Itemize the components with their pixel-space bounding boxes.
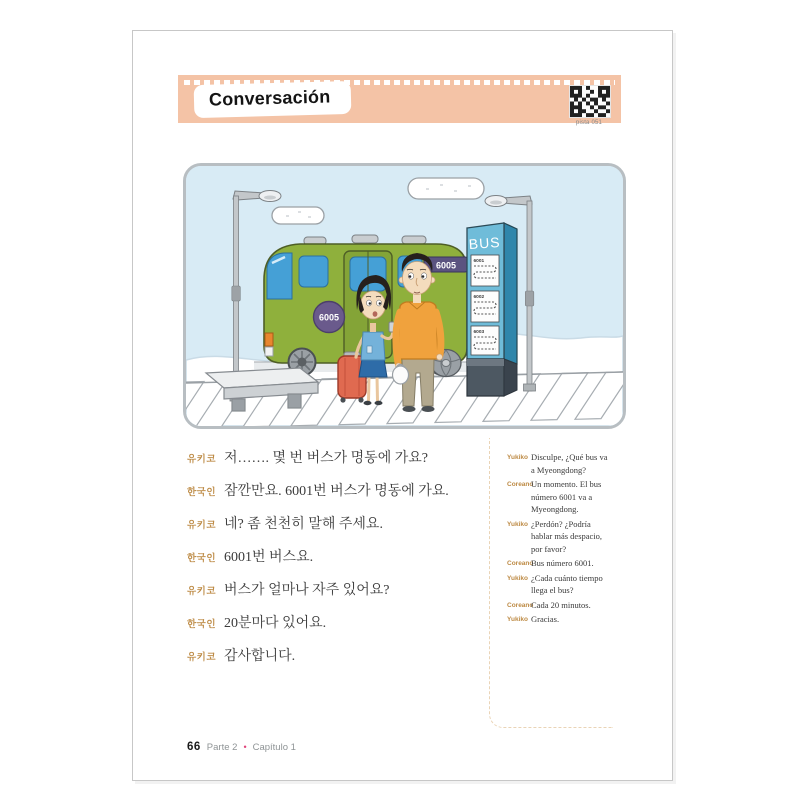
translation-text: Disculpe, ¿Qué bus va a Myeongdong? — [531, 452, 608, 475]
spanish-translation-box — [489, 438, 613, 728]
dialogue-row — [187, 645, 449, 665]
translation-row — [507, 557, 613, 570]
page-number: 66 — [187, 741, 201, 753]
bus-side-number: 6005 — [318, 312, 340, 323]
speaker-label: 한국인 — [187, 619, 217, 630]
speaker-label: 한국인 — [187, 553, 217, 564]
translation-row — [507, 572, 613, 597]
translation-text: ¿Perdón? ¿Podría hablar más despacio, por favor? — [531, 518, 603, 554]
speaker-label: Coreano — [507, 601, 534, 609]
section-banner — [178, 75, 621, 126]
dialogue-text: 20분마다 있어요. — [224, 616, 327, 631]
speaker-label: Yukiko — [507, 574, 528, 582]
bus-sign-title: BUS — [468, 233, 502, 253]
dialogue-row — [187, 612, 449, 632]
speaker-label: Yukiko — [507, 616, 528, 623]
dialogue-text: 버스가 얼마나 자주 있어요? — [224, 583, 390, 598]
audio-qr-block — [569, 85, 609, 126]
dialogue-row — [187, 480, 449, 500]
dialogue-text: 감사합니다. — [224, 649, 296, 664]
dialogue-text: 6001번 버스요. — [224, 550, 314, 565]
bus-stop-illustration — [183, 163, 626, 429]
page-footer — [187, 741, 296, 753]
dialogue-row — [187, 546, 449, 566]
speaker-label: 유키코 — [187, 520, 217, 531]
speaker-label: Yukiko — [507, 454, 528, 461]
translation-text: Cada 20 minutos. — [531, 599, 591, 610]
section-title: Conversación — [194, 81, 352, 118]
audio-track-label: pista 051 — [575, 120, 603, 126]
translation-row — [507, 599, 613, 612]
translation-row — [507, 518, 613, 556]
route-number-2: 6002 — [473, 295, 485, 300]
translation-row — [507, 613, 613, 626]
dialogue-text: 잠깐만요. 6001번 버스가 명동에 가요. — [224, 484, 449, 499]
route-number-3: 6003 — [473, 330, 485, 335]
dialogue-row — [187, 579, 449, 599]
page-sheet — [132, 30, 673, 781]
dialogue-row — [187, 513, 449, 533]
dialogue-text: 네? 좀 천천히 말해 주세요. — [224, 517, 383, 532]
korean-dialogue — [187, 447, 449, 678]
footer-chapter: Capítulo 1 — [252, 742, 296, 753]
translation-text: ¿Cada cuánto tiempo llega el bus? — [531, 572, 603, 595]
speaker-label: Yukiko — [507, 520, 528, 528]
speaker-label: Coreano — [507, 560, 534, 567]
footer-section: Parte 2 — [206, 742, 238, 753]
footer-separator-dot: • — [243, 742, 247, 752]
translation-text: Gracias. — [531, 614, 560, 624]
route-number-1: 6001 — [473, 259, 485, 264]
speaker-label: 유키코 — [187, 454, 217, 465]
dialogue-row — [187, 447, 449, 467]
bus-stop-sign — [467, 223, 517, 396]
qr-code-icon — [569, 85, 611, 118]
translation-row — [507, 451, 613, 476]
bus-display-number: 6005 — [435, 260, 457, 271]
translation-row — [507, 478, 613, 516]
speaker-label: 유키코 — [187, 586, 217, 597]
speaker-label: Coreano — [507, 481, 534, 488]
translation-text: Un momento. El bus número 6001 va a Myeongdong. — [531, 479, 602, 514]
speaker-label: 한국인 — [187, 487, 217, 498]
translation-text: Bus número 6001. — [531, 558, 594, 568]
speaker-label: 유키코 — [187, 652, 217, 663]
dialogue-text: 저……. 몇 번 버스가 명동에 가요? — [224, 451, 428, 466]
